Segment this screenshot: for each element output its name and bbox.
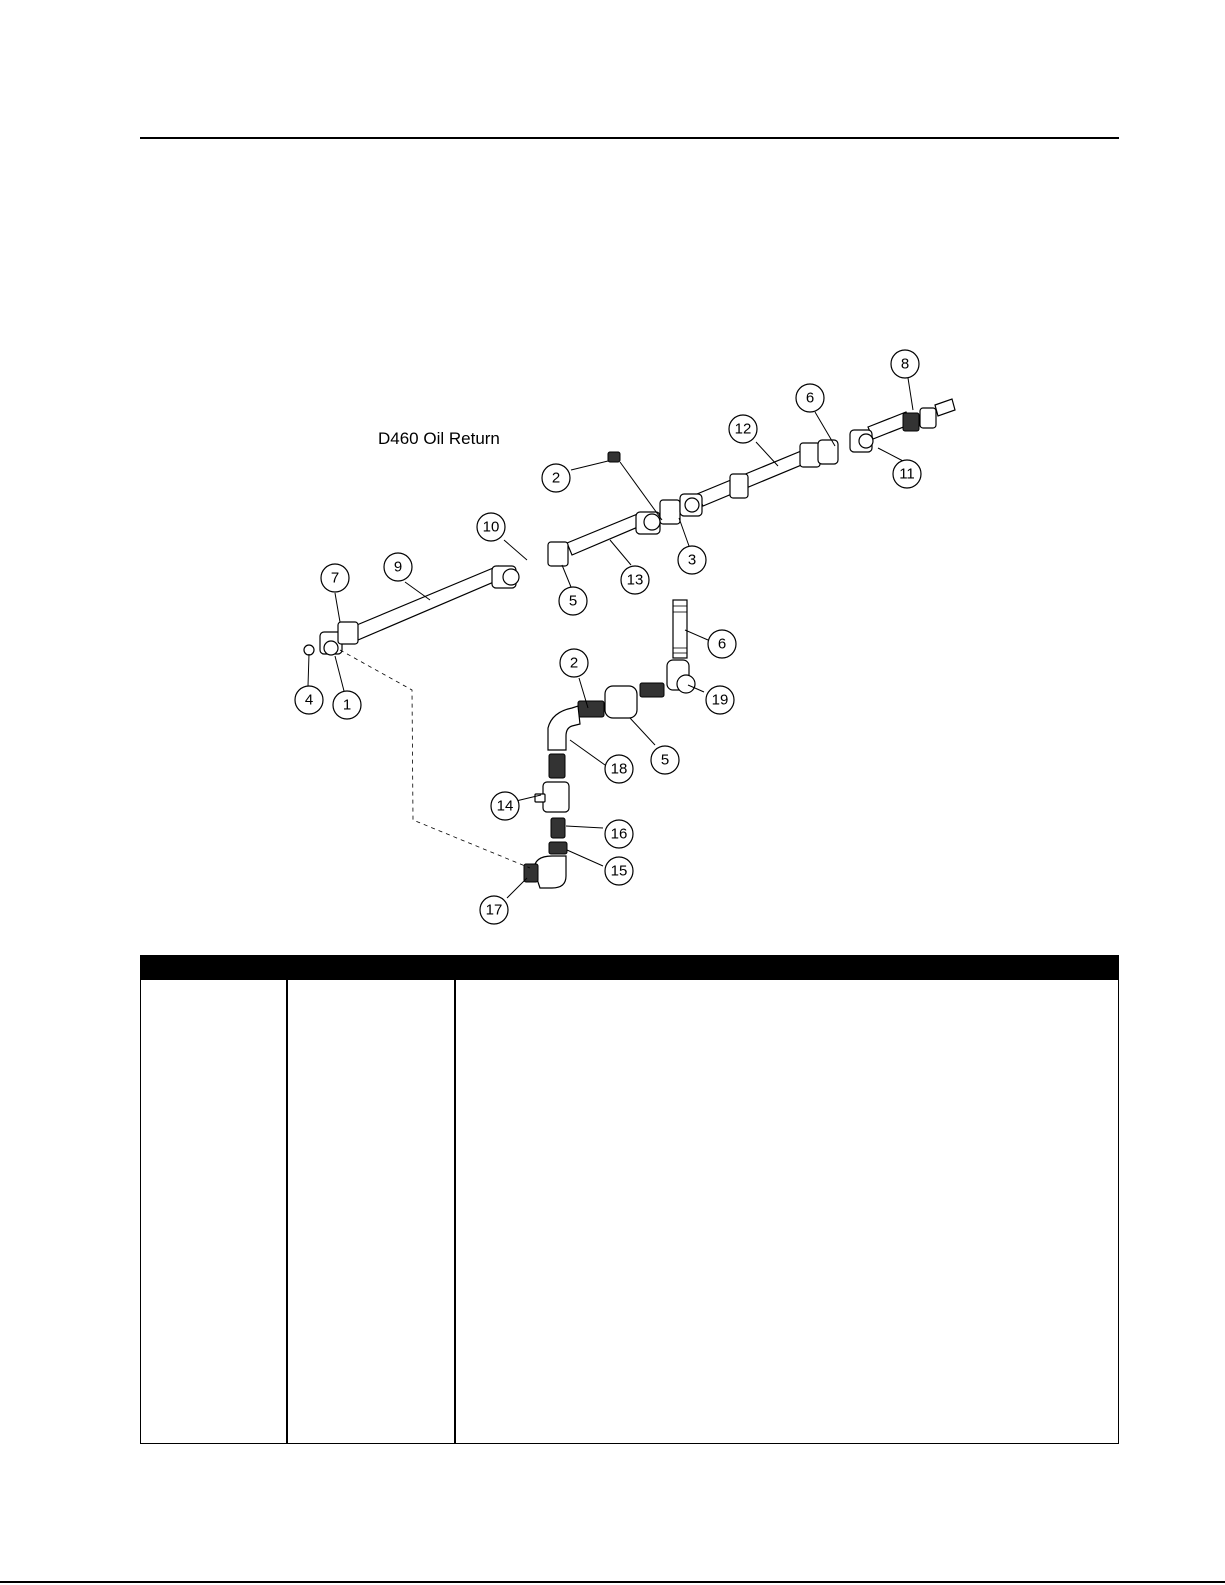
- nipple-6: [673, 600, 687, 658]
- tee-fitting-14: [543, 782, 569, 812]
- balloon-1: [333, 691, 361, 719]
- union-fitting-5b: [605, 686, 637, 718]
- svg-text:19: 19: [711, 691, 729, 709]
- svg-text:6: 6: [805, 389, 815, 407]
- tee-fitting-6: [818, 440, 838, 464]
- svg-text:11: 11: [899, 465, 915, 483]
- balloon-6-lower: [708, 630, 736, 658]
- column-divider-2: [454, 980, 456, 1443]
- balloon-8: [891, 350, 919, 378]
- balloon-5-top: [559, 587, 587, 615]
- union-fitting-6: [800, 443, 820, 467]
- svg-text:17: 17: [485, 901, 503, 919]
- balloon-18: [605, 755, 633, 783]
- svg-text:2: 2: [551, 469, 561, 487]
- bushing-15: [549, 842, 567, 854]
- connection-dashed-line: [340, 650, 530, 868]
- svg-text:10: 10: [482, 518, 500, 536]
- svg-text:15: 15: [610, 862, 628, 880]
- column-divider-1: [286, 980, 288, 1443]
- balloon-5-lower: [651, 746, 679, 774]
- balloon-10: [477, 513, 505, 541]
- svg-text:12: 12: [734, 420, 752, 438]
- svg-text:9: 9: [393, 558, 403, 576]
- nipple-right: [640, 683, 664, 697]
- balloon-13: [621, 566, 649, 594]
- balloon-3: [678, 546, 706, 574]
- balloon-2-lower: [560, 649, 588, 677]
- tee-outlet-1: [324, 641, 338, 655]
- nipple-18: [549, 754, 565, 778]
- balloon-19: [706, 686, 734, 714]
- tee-outlet-3a: [644, 514, 660, 530]
- parts-table: [140, 955, 1119, 1444]
- balloon-14: [491, 792, 519, 820]
- svg-text:18: 18: [610, 760, 628, 778]
- svg-text:14: 14: [496, 797, 514, 815]
- balloon-6-top: [796, 384, 824, 412]
- balloon-2-top: [542, 464, 570, 492]
- svg-text:2: 2: [569, 654, 579, 672]
- balloon-7: [321, 564, 349, 592]
- elbow-outlet-19: [677, 675, 695, 693]
- plug-fitting-4: [304, 645, 314, 655]
- table-header: [141, 956, 1118, 980]
- svg-text:3: 3: [687, 551, 697, 569]
- svg-text:5: 5: [568, 592, 578, 610]
- union-fitting-7: [338, 622, 358, 644]
- svg-text:7: 7: [330, 569, 340, 587]
- balloon-17: [480, 896, 508, 924]
- balloon-11: [893, 460, 921, 488]
- elbow-fitting-17: [534, 856, 566, 888]
- bushing-16: [551, 818, 565, 838]
- connector-fitting-8: [903, 413, 919, 431]
- footer-rule: [0, 1581, 1225, 1583]
- svg-text:4: 4: [304, 691, 314, 709]
- diagram-title: D460 Oil Return: [378, 429, 500, 448]
- union-fitting-3: [660, 500, 680, 524]
- balloon-15: [605, 857, 633, 885]
- nipple-2: [578, 701, 604, 717]
- tee-outlet-11: [859, 434, 873, 448]
- plug-fitting-2: [608, 452, 620, 462]
- nut-fitting-8: [920, 408, 936, 428]
- balloon-9: [384, 553, 412, 581]
- pipe-section-9: [352, 566, 503, 640]
- pipe-section-12: [697, 449, 811, 506]
- svg-text:6: 6: [717, 635, 727, 653]
- pipe-section-13: [567, 513, 645, 555]
- balloon-4: [295, 686, 323, 714]
- balloon-16: [605, 820, 633, 848]
- svg-text:5: 5: [660, 751, 670, 769]
- tee-outlet-10: [503, 569, 519, 585]
- svg-text:13: 13: [626, 571, 644, 589]
- balloon-12: [729, 415, 757, 443]
- svg-text:1: 1: [342, 696, 352, 714]
- union-fitting-5: [548, 542, 568, 566]
- pipe-section-end: [935, 399, 955, 416]
- svg-text:8: 8: [900, 355, 910, 373]
- union-fitting-12: [730, 474, 748, 498]
- svg-text:16: 16: [610, 825, 628, 843]
- tee-outlet-3b: [685, 498, 699, 512]
